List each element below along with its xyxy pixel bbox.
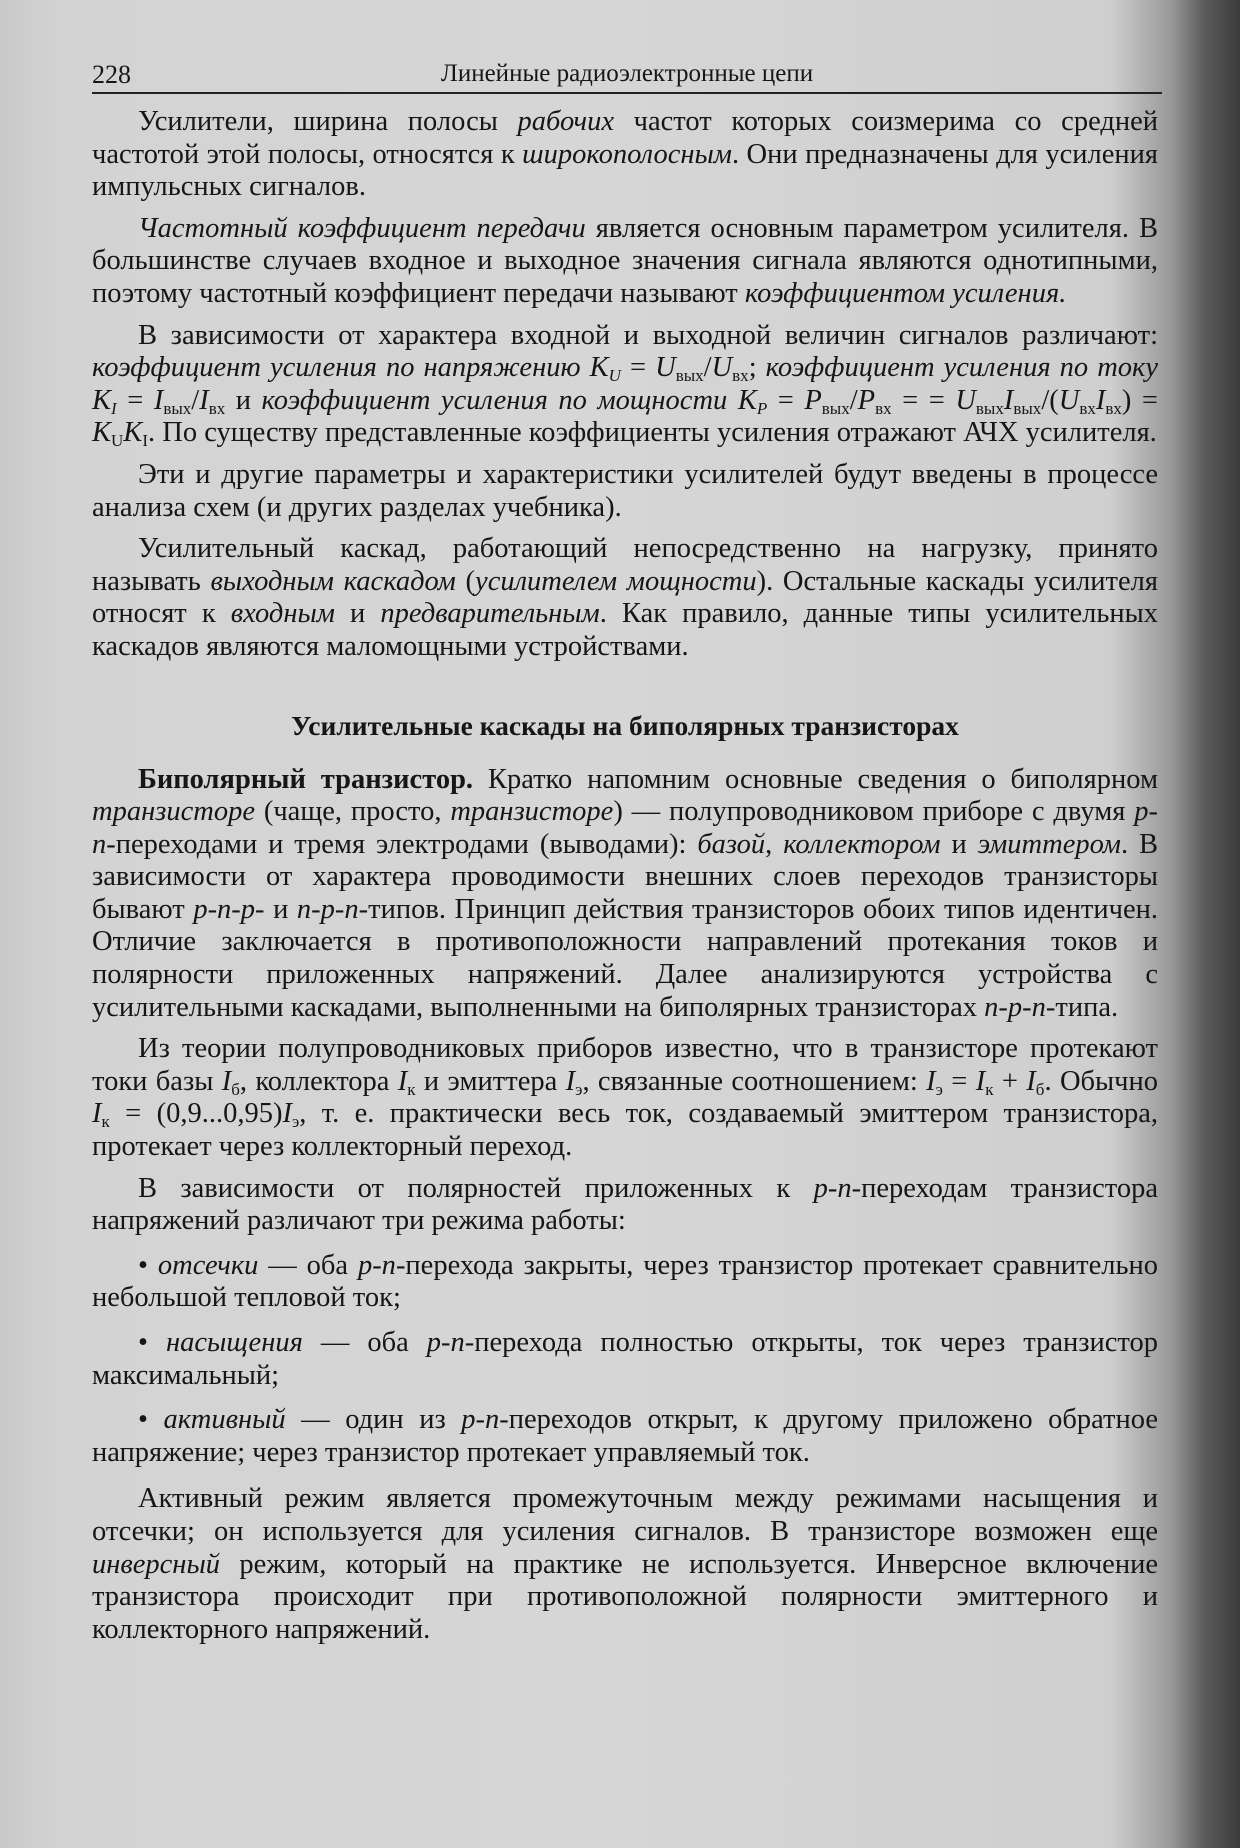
- page-header: [92, 56, 1162, 94]
- paragraph-active-mode: Активный режим является промежуточным между режимами насыщения и отсечки; он используется для усиления сигналов. В транзисторе возможен еще инверсный режим, который на практике не используется. Инверсное включение транзистора происходит при противоположной полярности эмиттерного и коллекторного напряжений.: [92, 1483, 1158, 1645]
- paragraph-bipolar-transistor: Биполярный транзистор. Кратко напомним основные сведения о биполярном транзисторе (чаще, просто, транзисторе) — полупроводниковом приборе с двумя p-n-переходами и тремя электродами (выводами): базой, коллектором и эмиттером. В зависимости от характера проводимости внешних слоев переходов транзисторы бывают p-n-p- и n-p-n-типов. Принцип действия транзисторов обоих типов идентичен. Отличие заключается в противоположности направлений протекания токов и полярности приложенных напряжений. Далее анализируются устройства с усилительными каскадами, выполненными на биполярных транзисторах n-p-n-типа.: [92, 763, 1159, 1023]
- page-number: 228: [92, 60, 131, 89]
- list-item-cutoff: • отсечки — оба p-n-перехода закрыты, через транзистор протекает сравнительно небольшой тепловой ток;: [92, 1249, 1158, 1314]
- paragraph-operating-modes: В зависимости от полярностей приложенных к p-n-переходам транзистора напряжений различают три режима работы:: [92, 1172, 1158, 1237]
- paragraph-parameters: Эти и другие параметры и характеристики усилителей будут введены в процессе анализа схем (и других разделах учебника).: [92, 458, 1158, 523]
- paragraph-output-stage: Усилительный каскад, работающий непосредственно на нагрузку, принято называть выходным каскадом (усилителем мощности). Остальные каскады усилителя относят к входным и предварительным. Как правило, данные типы усилительных каскадов являются маломощными устройствами.: [92, 533, 1158, 662]
- paragraph-gain-types: В зависимости от характера входной и выходной величин сигналов различают: коэффициент усиления по напряжению $K_U = U_{вых}/U_{вх}$; коэффициент усиления по току $K_I = I_{вых}/I_{вх}$ и коэффициент усиления по мощности $K_P = P_{вых}/P_{вх}$ = = $U_{вых}I_{вых}/(U_{вх}I_{вх}) = K_UK_I$. По существу представленные коэффициенты усиления отражают АЧХ усилителя.: [92, 319, 1159, 451]
- paragraph-wideband: Усилители, ширина полосы рабочих частот которых соизмерима со средней частотой этой полосы, относятся к широкополосным. Они предназначены для усиления импульсных сигналов.: [92, 106, 1159, 203]
- paragraph-transistor-currents: Из теории полупроводниковых приборов известно, что в транзисторе протекают токи базы $I_б$, коллектора $I_к$ и эмиттера $I_э$, связанные соотношением: $I_э = I_к + I_б$. Обычно $I_к = (0,9...0,95)I_э$, т. е. практически весь ток, создаваемый эмиттером транзистора, протекает через коллекторный переход.: [92, 1033, 1159, 1163]
- list-item-active: • активный — один из p-n-переходов открыт, к другому приложено обратное напряжение; через транзистор протекает управляемый ток.: [92, 1404, 1158, 1468]
- list-item-saturation: • насыщения — оба p-n-перехода полностью открыты, ток через транзистор максимальный;: [92, 1327, 1158, 1391]
- paragraph-transfer-coefficient: Частотный коэффициент передачи является основным параметром усилителя. В большинстве случаев входное и выходное значения сигнала являются однотипными, поэтому частотный коэффициент передачи называют коэффициентом усиления.: [92, 212, 1159, 309]
- page-body: [92, 106, 1158, 1646]
- running-title: Линейные радиоэлектронные цепи: [440, 60, 814, 87]
- section-heading: Усилительные каскады на биполярных транзисторах: [291, 709, 959, 741]
